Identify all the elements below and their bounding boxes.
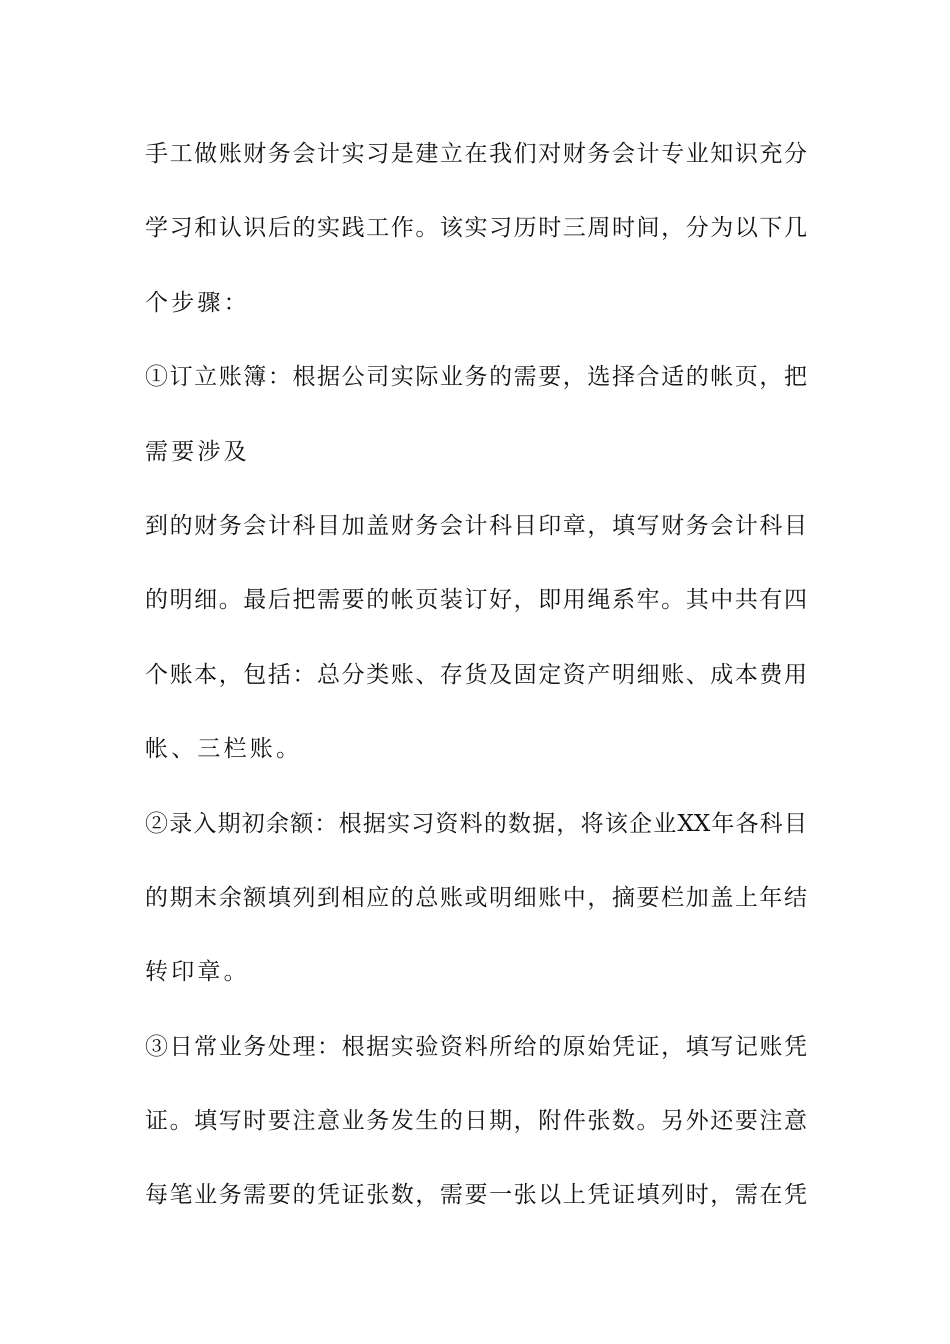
step-2-line: 的期末余额填列到相应的总账或明细账中，摘要栏加盖上年结	[145, 884, 807, 911]
paragraph-line: 手工做账财务会计实习是建立在我们对财务会计专业知识充分	[145, 141, 807, 167]
body-text	[145, 132, 807, 1248]
paragraph-line: 学习和认识后的实践工作。该实习历时三周时间，分为以下几	[145, 215, 807, 242]
step-1-line: 需要涉及	[145, 438, 250, 465]
step-1-line: ①订立账簿：根据公司实际业务的需要，选择合适的帐页，把	[145, 364, 807, 391]
step-3-line: 每笔业务需要的凭证张数，需要一张以上凭证填列时，需在凭	[145, 1182, 807, 1209]
step-2-line: 转印章。	[145, 959, 250, 986]
step-1-line: 帐、三栏账。	[145, 736, 303, 763]
step-2-line: ②录入期初余额：根据实习资料的数据，将该企业XX年各科目	[145, 810, 807, 837]
step-3-line: 证。填写时要注意业务发生的日期，附件张数。另外还要注意	[145, 1108, 807, 1135]
step-1-line: 到的财务会计科目加盖财务会计科目印章，填写财务会计科目	[145, 512, 807, 539]
step-3-line: ③日常业务处理：根据实验资料所给的原始凭证，填写记账凭	[145, 1033, 807, 1060]
step-1-line: 的明细。最后把需要的帐页装订好，即用绳系牢。其中共有四	[145, 587, 807, 614]
step-1-line: 个账本，包括：总分类账、存货及固定资产明细账、成本费用	[145, 661, 807, 688]
paragraph-line: 个步骤：	[145, 289, 250, 316]
